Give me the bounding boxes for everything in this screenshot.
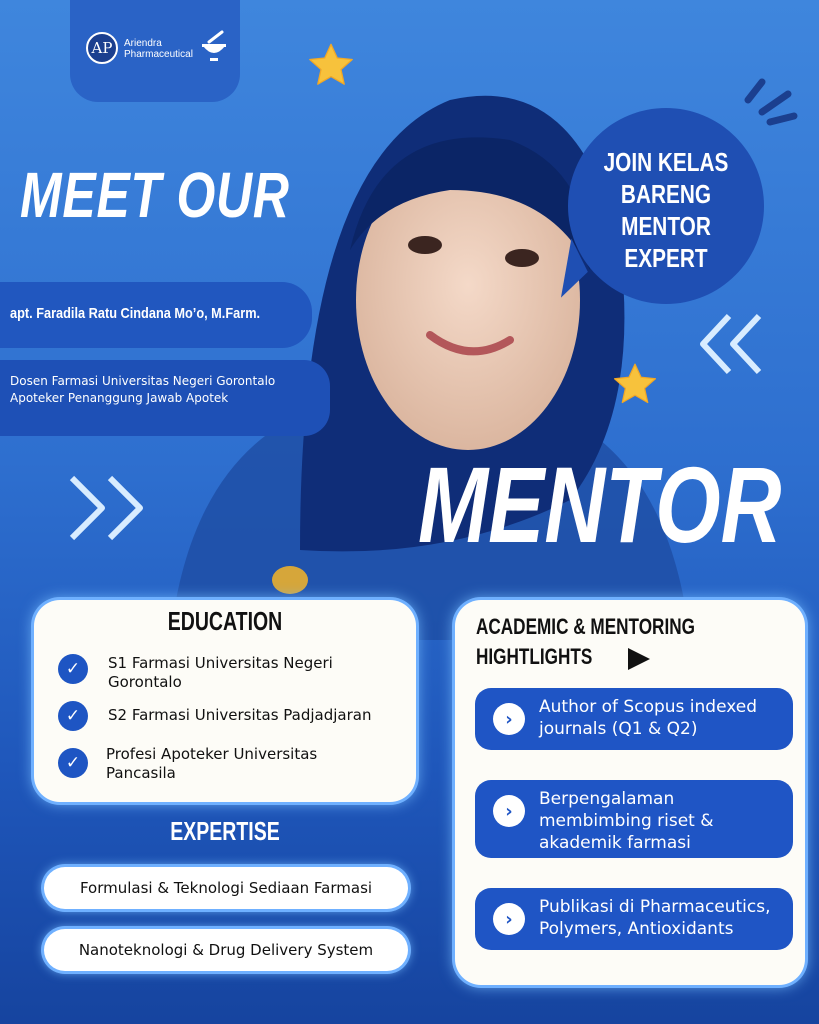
- highlight-line: Berpengalaman: [539, 789, 675, 809]
- education-item-line: S1 Farmasi Universitas Negeri: [108, 654, 333, 672]
- meet-our-heading: MEET OUR: [20, 159, 290, 231]
- mentor-name: apt. Faradila Ratu Cindana Mo’o, M.Farm.: [10, 305, 261, 322]
- speech-bubble-text: [588, 146, 745, 274]
- brand-name-line2: Pharmaceutical: [124, 49, 193, 60]
- star-icon: [305, 40, 357, 92]
- highlight-text: [539, 896, 771, 940]
- highlight-card: [475, 888, 793, 950]
- double-chevron-left-icon: [695, 310, 767, 378]
- brand-name: [124, 38, 193, 60]
- chevron-right-icon: ›: [493, 903, 525, 935]
- expertise-title: EXPERTISE: [170, 816, 280, 846]
- mentor-role-1: Dosen Farmasi Universitas Negeri Gorontalo: [10, 374, 276, 388]
- academic-title-line-2: HIGHTLIGHTS: [476, 644, 593, 669]
- burst-lines-icon: [740, 70, 800, 130]
- highlight-line: Publikasi di Pharmaceutics,: [539, 897, 771, 917]
- education-item-line: Pancasila: [106, 764, 176, 782]
- brand-logo-mark: AP: [86, 32, 118, 64]
- highlight-text: [539, 696, 757, 740]
- education-title: EDUCATION: [167, 606, 283, 636]
- chevron-right-icon: ›: [493, 703, 525, 735]
- education-item-line: S2 Farmasi Universitas Padjadjaran: [108, 706, 372, 724]
- check-icon: ✓: [58, 701, 88, 731]
- highlight-line: Polymers, Antioxidants: [539, 919, 734, 939]
- education-item: [106, 745, 317, 783]
- academic-title: [476, 612, 695, 672]
- highlight-card: [475, 780, 793, 858]
- education-item-line: Gorontalo: [108, 673, 182, 691]
- highlight-line: journals (Q1 & Q2): [539, 719, 698, 739]
- brand-name-line1: Ariendra: [124, 38, 162, 49]
- mortar-pestle-icon: [200, 30, 228, 62]
- academic-title-line-1: ACADEMIC & MENTORING: [476, 614, 695, 639]
- check-icon: ✓: [58, 748, 88, 778]
- highlight-line: membimbing riset &: [539, 811, 714, 831]
- play-arrow-icon: [628, 648, 650, 670]
- double-chevron-right-icon: [66, 470, 156, 546]
- mentor-heading: MENTOR: [418, 444, 782, 565]
- bubble-line-2: BARENG MENTOR: [620, 179, 712, 241]
- highlight-text: [539, 788, 714, 854]
- education-item-line: Profesi Apoteker Universitas: [106, 745, 318, 763]
- expertise-pill: Nanoteknologi & Drug Delivery System: [44, 929, 408, 971]
- bubble-line-1: JOIN KELAS: [603, 147, 729, 177]
- expertise-pill: Formulasi & Teknologi Sediaan Farmasi: [44, 867, 408, 909]
- bubble-line-3: EXPERT: [624, 243, 708, 273]
- highlight-line: akademik farmasi: [539, 833, 691, 853]
- education-item: [108, 654, 333, 692]
- highlight-line: Author of Scopus indexed: [539, 697, 758, 717]
- star-icon: [610, 360, 660, 410]
- mentor-role-2: Apoteker Penanggung Jawab Apotek: [10, 391, 229, 405]
- education-item: [108, 706, 372, 725]
- check-icon: ✓: [58, 654, 88, 684]
- chevron-right-icon: ›: [493, 795, 525, 827]
- highlight-card: [475, 688, 793, 750]
